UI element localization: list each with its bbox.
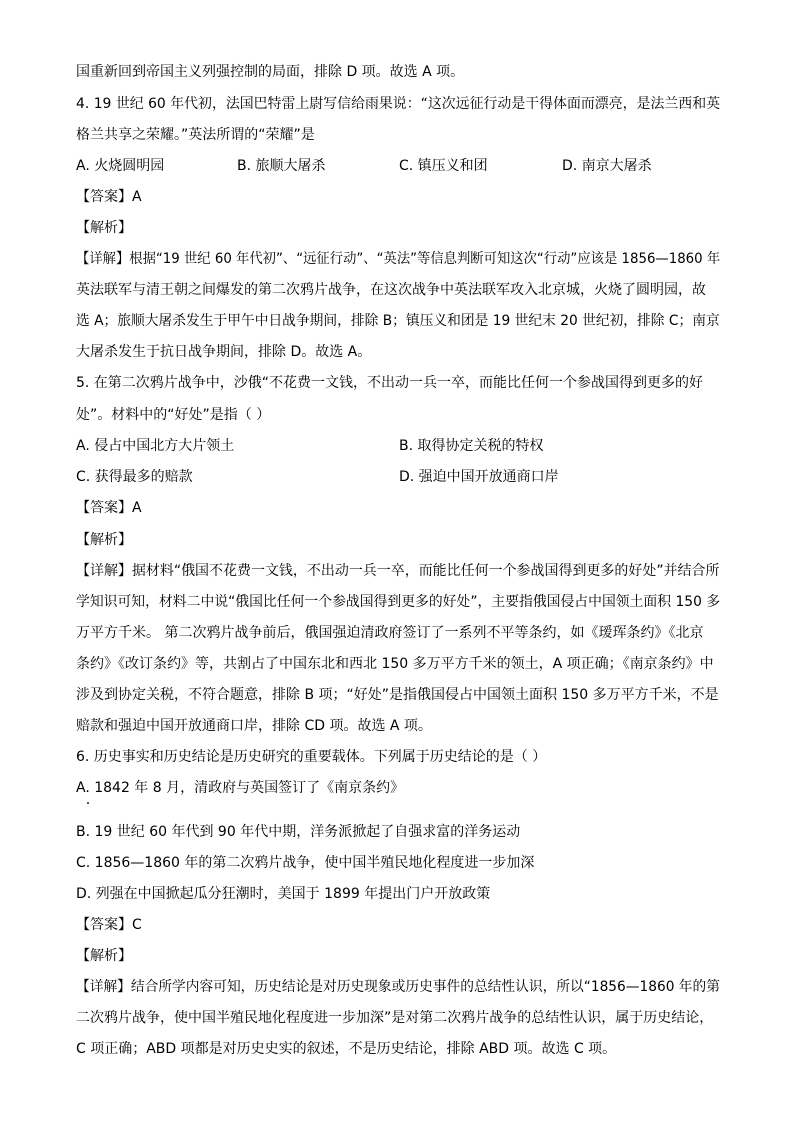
q4-detail: 大屠杀发生于抗日战争期间，排除 D。故选 A。 — [76, 344, 372, 360]
q4-detail: 英法联军与清王朝之间爆发的第二次鸦片战争，在这次战争中英法联军攻入北京城，火烧了圆明园，故 — [76, 282, 706, 298]
q6-option-d: D. 列强在中国掀起瓜分狂潮时，美国于 1899 年提出门户开放政策 — [76, 886, 491, 902]
q5-detail: 学知识可知，材料二中说“俄国比任何一个参战国得到更多的好处”，主要指俄国侵占中国领土面积 150 多 — [76, 594, 721, 610]
q6-analysis-heading: 【解析】 — [76, 948, 132, 964]
text-line: 国重新回到帝国主义列强控制的局面，排除 D 项。故选 A 项。 — [76, 64, 465, 80]
q4-answer: 【答案】A — [76, 189, 142, 205]
q6-option-c: C. 1856—1860 年的第二次鸦片战争，使中国半殖民地化程度进一步加深 — [76, 855, 535, 871]
q5-detail: 涉及到协定关税，不符合题意，排除 B 项；“好处”是指俄国侵占中国领土面积 150 多万平方千米，不是 — [76, 687, 719, 703]
q5-detail: 条约》《改订条约》等，共割占了中国东北和西北 150 多万平方千米的领土，A 项正确；《南京条约》中 — [76, 656, 714, 672]
q5-detail: 万平方千米。 第二次鸦片战争前后，俄国强迫清政府签订了一系列不平等条约，如《瑷珲条约》《北京 — [76, 625, 704, 641]
q6-option-a: A. 1842 年 8 月，清政府与英国签订了《南京条约》 — [76, 780, 405, 796]
scan-speck — [87, 802, 89, 804]
q4-analysis-heading: 【解析】 — [76, 220, 132, 236]
question-5-stem-cont: 处”。材料中的“好处”是指（ ） — [76, 407, 271, 423]
q5-detail: 赔款和强迫中国开放通商口岸，排除 CD 项。故选 A 项。 — [76, 718, 432, 734]
q4-option-b: B. 旅顺大屠杀 — [237, 158, 326, 174]
q5-analysis-heading: 【解析】 — [76, 532, 132, 548]
question-4-stem-cont: 格兰共享之荣耀。”英法所谓的“荣耀”是 — [76, 127, 315, 143]
q6-option-b: B. 19 世纪 60 年代到 90 年代中期，洋务派掀起了自强求富的洋务运动 — [76, 824, 521, 840]
q5-detail: 【详解】据材料“俄国不花费一文钱，不出动一兵一卒，而能比任何一个参战国得到更多的好处”并结合所 — [76, 563, 720, 579]
q4-detail: 【详解】根据“19 世纪 60 年代初”、“远征行动”、“英法”等信息判断可知这次“行动”应该是 1856—1860 年 — [76, 251, 721, 267]
q6-detail: 【详解】结合所学内容可知，历史结论是对历史现象或历史事件的总结性认识，所以“1856—1860 年的第 — [76, 979, 720, 995]
q5-option-c: C. 获得最多的赔款 — [76, 469, 193, 485]
q6-detail: 二次鸦片战争，使中国半殖民地化程度进一步加深”是对第二次鸦片战争的总结性认识，属于历史结论， — [76, 1010, 714, 1026]
q4-option-d: D. 南京大屠杀 — [562, 158, 652, 174]
q5-option-a: A. 侵占中国北方大片领土 — [76, 438, 235, 454]
q4-detail: 选 A；旅顺大屠杀发生于甲午中日战争期间，排除 B；镇压义和团是 19 世纪末 20 世纪初，排除 C；南京 — [76, 313, 720, 329]
q5-option-b: B. 取得协定关税的特权 — [399, 438, 544, 454]
question-4-stem: 4. 19 世纪 60 年代初，法国巴特雷上尉写信给雨果说：“这次远征行动是干得体面而漂亮，是法兰西和英 — [76, 96, 721, 112]
question-5-stem: 5. 在第二次鸦片战争中，沙俄“不花费一文钱，不出动一兵一卒，而能比任何一个参战国得到更多的好 — [76, 375, 704, 391]
q4-option-c: C. 镇压义和团 — [399, 158, 488, 174]
q5-option-d: D. 强迫中国开放通商口岸 — [399, 469, 559, 485]
question-6-stem: 6. 历史事实和历史结论是历史研究的重要载体。下列属于历史结论的是（ ） — [76, 749, 547, 765]
q4-option-a: A. 火烧圆明园 — [76, 158, 165, 174]
q5-answer: 【答案】A — [76, 500, 142, 516]
q6-detail: C 项正确；ABD 项都是对历史史实的叙述，不是历史结论，排除 ABD 项。故选 C 项。 — [76, 1041, 617, 1057]
q6-answer: 【答案】C — [76, 917, 142, 933]
